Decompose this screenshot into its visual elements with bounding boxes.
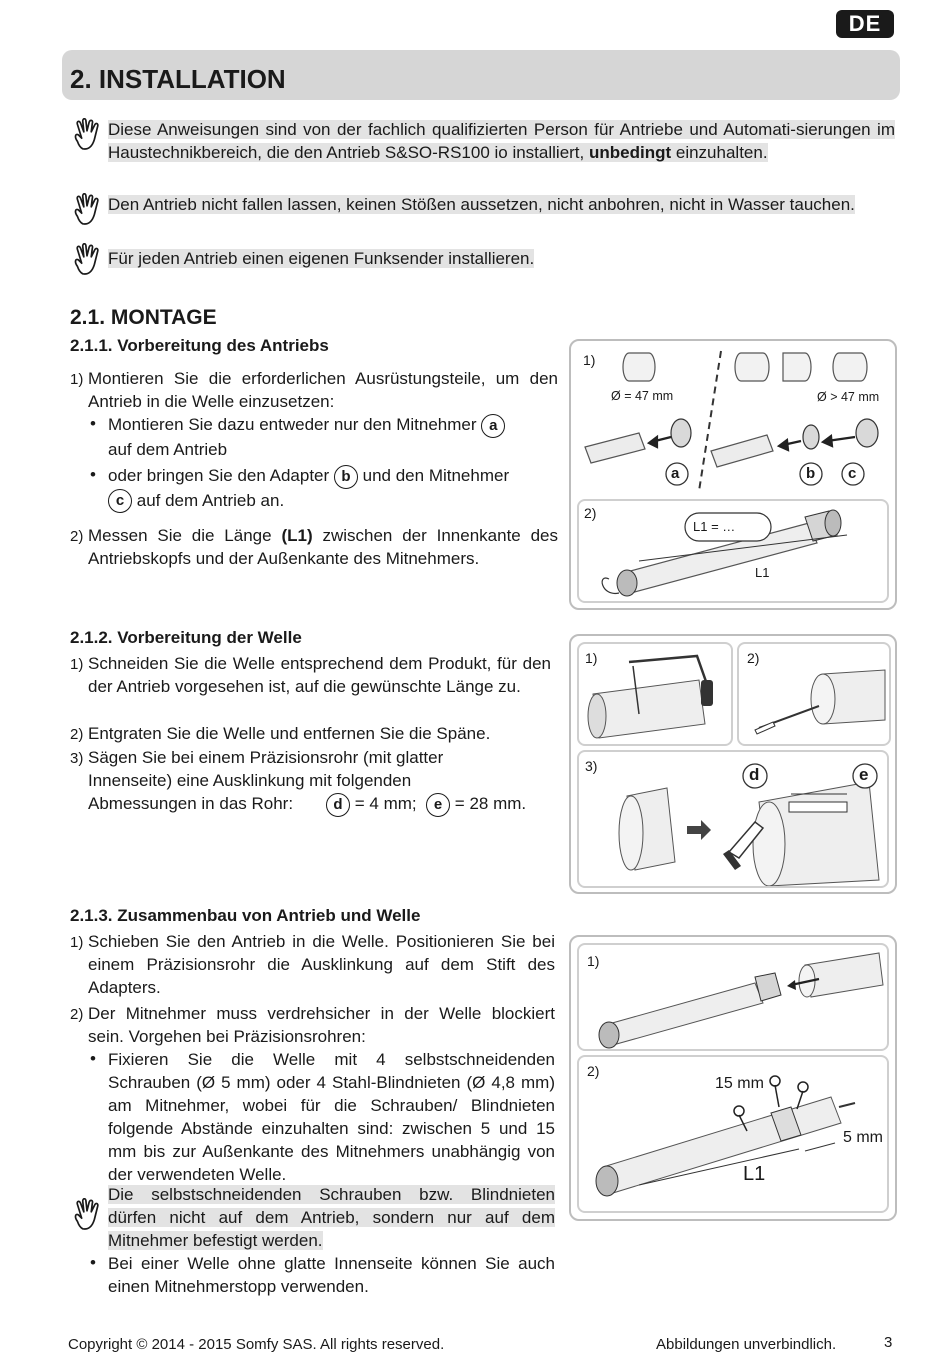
step-1-text: Schneiden Sie die Welle entsprechend dem Produkt, für den der Antrieb vorgesehen ist, auf die gewünschte Länge zu. bbox=[88, 654, 551, 696]
section-title: 2. INSTALLATION bbox=[70, 64, 286, 94]
warning-1-text-b: einzuhalten. bbox=[671, 142, 768, 162]
tube-deburring-illustration bbox=[739, 644, 889, 744]
callout-c: c bbox=[108, 489, 132, 513]
panel-label: 2) bbox=[584, 505, 597, 521]
callout-b: b bbox=[806, 465, 816, 482]
callout-c: c bbox=[848, 465, 857, 482]
notch-dimensions bbox=[326, 792, 566, 817]
panel-label: 2) bbox=[747, 650, 760, 666]
bullet-1-text bbox=[108, 413, 563, 461]
hand-warning-icon bbox=[70, 193, 104, 227]
bullet: • bbox=[90, 414, 96, 433]
figure-tube-preparation bbox=[569, 634, 897, 894]
figure-panel-2 bbox=[577, 1055, 889, 1213]
bullet-2-text-a: oder bringen Sie den Adapter bbox=[108, 466, 330, 485]
subsubsection-title-2-1-2: 2.1.2. Vorbereitung der Welle bbox=[70, 628, 302, 647]
figure-panel-1 bbox=[577, 943, 889, 1051]
step-1-text: Montieren Sie die erforderlichen Ausrüstungsteile, um den Antrieb in die Welle einzusetzen: bbox=[88, 369, 558, 411]
step-2-bold: (L1) bbox=[281, 526, 313, 545]
figure-panel-2 bbox=[737, 642, 891, 746]
step-number: 1) bbox=[70, 656, 84, 673]
step-number: 2) bbox=[70, 726, 84, 743]
warning-2-text: Den Antrieb nicht fallen lassen, keinen Stößen aussetzen, nicht anbohren, nicht in Wasser tauchen. bbox=[108, 195, 855, 214]
figure-panel-2 bbox=[577, 499, 889, 603]
callout-d: d bbox=[326, 793, 350, 817]
tube-notching-illustration bbox=[579, 752, 887, 886]
step-number: 1) bbox=[70, 934, 84, 951]
page-number: 3 bbox=[884, 1334, 893, 1351]
step-1-text: Schieben Sie den Antrieb in die Welle. Positionieren Sie bei einem Präzisionsrohr die Ausklinkung auf dem Stift des Adapters. bbox=[88, 932, 555, 997]
step-number: 2) bbox=[70, 528, 84, 545]
step-number: 1) bbox=[70, 371, 84, 388]
bullet-1-text: Fixieren Sie die Welle mit 4 selbstschneidenden Schrauben (Ø 5 mm) oder 4 Stahl-Blindnieten (Ø 4,8 mm) am Mitnehmer, wobei für die Schrauben/ Blindnieten folgende Abstände einzuhalten sind: zwischen 5 und 15 mm bis zur Außenkante des Mitnehmers unabhängig von der verwendeten Welle. bbox=[108, 1050, 555, 1184]
fastening-warning bbox=[108, 1183, 555, 1252]
bullet: • bbox=[90, 1253, 96, 1272]
bullet-2-text-mid: und den Mitnehmer bbox=[362, 466, 510, 485]
dimension-d-value: = 4 mm; bbox=[354, 794, 417, 813]
step-number: 2) bbox=[70, 1006, 84, 1023]
step-number: 3) bbox=[70, 750, 84, 767]
callout-d: d bbox=[749, 765, 760, 784]
step-2-text: Entgraten Sie die Welle und entfernen Sie die Späne. bbox=[88, 724, 491, 743]
panel-label: 3) bbox=[585, 758, 598, 774]
hand-warning-icon bbox=[70, 1198, 104, 1232]
subsection-title: 2.1. MONTAGE bbox=[70, 306, 217, 329]
figure-panel-1 bbox=[577, 642, 733, 746]
panel-label: 1) bbox=[583, 352, 596, 368]
diameter-47-label: Ø = 47 mm bbox=[611, 389, 674, 403]
drive-length-illustration bbox=[579, 501, 887, 601]
length-l1-label: L1 bbox=[743, 1163, 766, 1185]
warning-1-text-a: Diese Anweisungen sind von der fachlich qualifizierten Person für Antriebe und Automati-sierungen im Haustechnikbereich, die den Antrieb S&SO-RS100 io installiert, bbox=[108, 120, 895, 162]
diameter-gt-47-label: Ø > 47 mm bbox=[817, 390, 880, 404]
subsubsection-title-2-1-3: 2.1.3. Zusammenbau von Antrieb und Welle bbox=[70, 906, 421, 925]
bullet: • bbox=[90, 1049, 96, 1068]
drive-tube-illustration bbox=[571, 341, 895, 501]
step-2-text-a: Messen Sie die Länge bbox=[88, 526, 282, 545]
figure-drive-preparation bbox=[569, 339, 897, 610]
distance-15mm-label: 15 mm bbox=[715, 1075, 764, 1092]
warning-3 bbox=[108, 248, 895, 271]
callout-a: a bbox=[671, 465, 680, 482]
step-3-text: Sägen Sie bei einem Präzisionsrohr (mit glatter Innenseite) eine Ausklinkung mit folgenden Abmessungen in das Rohr: bbox=[88, 748, 444, 813]
warning-2 bbox=[108, 194, 895, 217]
panel-label: 1) bbox=[585, 650, 598, 666]
distance-5mm-label: 5 mm bbox=[843, 1129, 883, 1146]
step-2-text bbox=[88, 524, 558, 570]
subsubsection-title-2-1-1: 2.1.1. Vorbereitung des Antriebs bbox=[70, 336, 329, 355]
dimension-e-value: = 28 mm. bbox=[454, 794, 527, 813]
callout-a: a bbox=[481, 414, 505, 438]
bullet-2-text bbox=[108, 464, 563, 513]
footer-disclaimer: Abbildungen unverbindlich. bbox=[656, 1336, 837, 1353]
drive-insertion-illustration bbox=[579, 945, 887, 1049]
panel-label: 2) bbox=[587, 1063, 600, 1079]
panel-label: 1) bbox=[587, 953, 600, 969]
warning-1-bold: unbedingt bbox=[588, 142, 672, 162]
length-l1-formula: L1 = … bbox=[693, 519, 736, 534]
warning-1 bbox=[108, 119, 895, 164]
hand-warning-icon bbox=[70, 118, 104, 152]
bullet-2-text-tail: auf dem Antrieb an. bbox=[136, 490, 285, 510]
bullet-1-text-a: Montieren Sie dazu entweder nur den Mitnehmer bbox=[108, 415, 477, 434]
bullet-2-text: Bei einer Welle ohne glatte Innenseite können Sie auch einen Mitnehmerstopp verwenden. bbox=[108, 1254, 555, 1296]
footer-copyright: Copyright © 2014 - 2015 Somfy SAS. All rights reserved. bbox=[68, 1336, 445, 1353]
callout-e: e bbox=[426, 793, 450, 817]
figure-assembly bbox=[569, 935, 897, 1221]
step-2-text: Der Mitnehmer muss verdrehsicher in der Welle blockiert sein. Vorgehen bei Präzisionsrohren: bbox=[88, 1004, 555, 1046]
callout-b: b bbox=[334, 465, 358, 489]
language-badge: DE bbox=[836, 10, 894, 38]
step-2-text-b: zwischen der Innenkante des Antriebskopfs und der Außenkante des Mitnehmers. bbox=[88, 526, 559, 568]
warning-3-text: Für jeden Antrieb einen eigenen Funksender installieren. bbox=[108, 249, 535, 268]
tube-cutting-illustration bbox=[579, 644, 731, 744]
figure-panel-3 bbox=[577, 750, 889, 888]
hand-warning-icon bbox=[70, 243, 104, 277]
bullet-1-text-b: auf dem Antrieb bbox=[108, 439, 228, 459]
callout-e: e bbox=[859, 765, 869, 784]
fastening-warning-text: Die selbstschneidenden Schrauben bzw. Blindnieten dürfen nicht auf dem Antrieb, sondern nur auf dem Mitnehmer befestigt werden. bbox=[108, 1185, 555, 1250]
bullet: • bbox=[90, 465, 96, 484]
length-l1-label: L1 bbox=[755, 565, 770, 580]
